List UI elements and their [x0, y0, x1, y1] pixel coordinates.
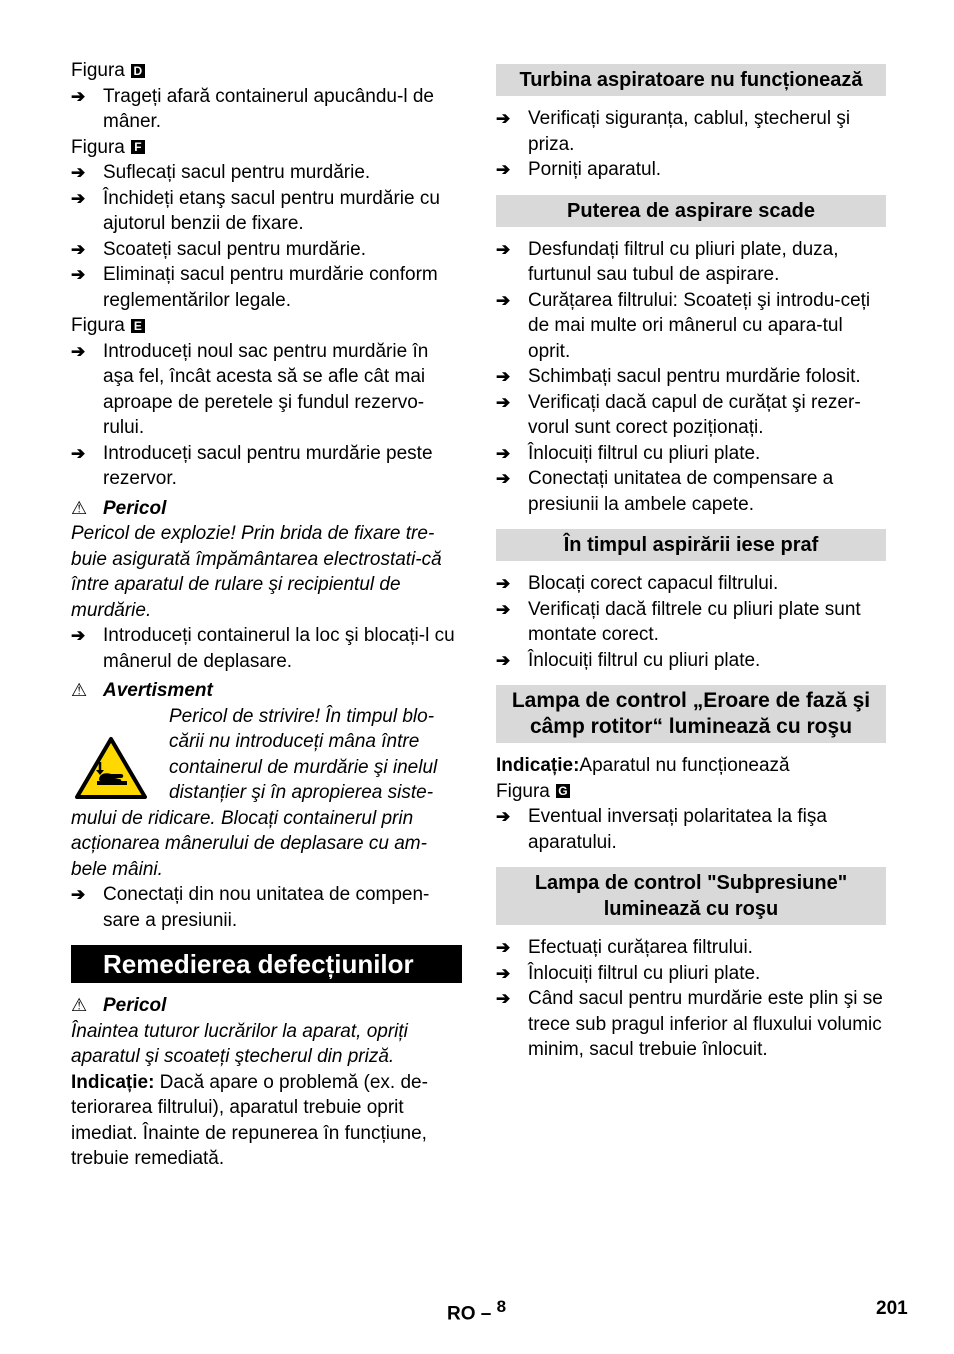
- arrow-icon: ➔: [71, 626, 86, 645]
- figure-ref-d: [71, 58, 462, 84]
- warning-block: [71, 704, 462, 883]
- step-text: Introduceți containerul la loc şi blocați-l cu mânerul de deplasare.: [103, 625, 455, 672]
- arrow-icon: ➔: [496, 650, 511, 670]
- arrow-icon: ➔: [496, 599, 511, 619]
- arrow-icon: ➔: [496, 290, 511, 310]
- step: [71, 84, 462, 135]
- step-text: Înlocuiți filtrul cu pliuri plate.: [528, 649, 761, 671]
- arrow-icon: ➔: [496, 469, 511, 488]
- arrow-icon: ➔: [71, 265, 86, 284]
- arrow-icon: ➔: [496, 807, 511, 826]
- warning-title: Avertisment: [103, 680, 213, 701]
- step-text: Introduceți noul sac pentru murdărie în aşa fel, încât acesta să se afle cât mai aproape de peretele şi fundul rezervo-rului.: [103, 340, 429, 438]
- heading-turbine: Turbina aspiratoare nu funcționează: [496, 64, 886, 96]
- note-text: Dacă apare o problemă (ex. de-teriorarea filtrului), aparatul trebuie oprit imediat. Înainte de repunerea în funcțiune, trebuie remediată.: [71, 1071, 428, 1169]
- warning-text-indented: Pericol de strivire! În timpul blo-cării nu introduceți mâna între containerul de murdărie şi inelul distanțier şi în apropierea siste-: [169, 705, 438, 803]
- danger-text: Pericol de explozie! Prin brida de fixare tre-buie asigurată împământarea electrostati-că între aparatul de rulare şi recipientul de murdărie.: [71, 523, 442, 621]
- arrow-icon: ➔: [496, 963, 511, 983]
- step-text: Desfundați filtrul cu pliuri plate, duza, furtunul sau tubul de aspirare.: [528, 238, 839, 285]
- figure-letter-e: E: [131, 319, 145, 333]
- step: [496, 986, 886, 1063]
- step-text: Înlocuiți filtrul cu pliuri plate.: [528, 442, 761, 464]
- danger-text: Înaintea tuturor lucrărilor la aparat, opriți aparatul şi scoateți ştecherul din priză.: [71, 1020, 408, 1067]
- footer-page-ref: [447, 1297, 506, 1325]
- arrow-icon: ➔: [71, 885, 86, 904]
- warning-triangle-icon: ⚠: [71, 497, 88, 518]
- note-paragraph: [496, 753, 886, 779]
- step: [496, 935, 886, 961]
- step: [496, 390, 886, 441]
- step: [496, 804, 886, 855]
- arrow-icon: ➔: [71, 86, 86, 106]
- arrow-icon: ➔: [496, 989, 511, 1008]
- step: [71, 441, 462, 492]
- arrow-icon: ➔: [71, 239, 86, 259]
- right-column: [496, 58, 886, 1063]
- footer-page-number: 201: [876, 1298, 908, 1319]
- warning-triangle-icon: ⚠: [71, 995, 88, 1015]
- step-text: Înlocuiți filtrul cu pliuri plate.: [528, 962, 761, 984]
- danger-heading: [71, 993, 462, 1019]
- left-column: [71, 58, 462, 1172]
- step-text: Suflecați sacul pentru murdărie.: [103, 162, 371, 183]
- step-text: Conectați unitatea de compensare a presiunii la ambele capete.: [528, 468, 834, 515]
- heading-underpressure-lamp: Lampa de control "Subpresiune" luminează cu roşu: [496, 867, 886, 925]
- note-label: Indicație:: [496, 755, 580, 776]
- note-text: Aparatul nu funcționează: [579, 755, 790, 776]
- danger-title: Pericol: [103, 995, 167, 1016]
- step-text: Schimbați sacul pentru murdărie folosit.: [528, 366, 861, 387]
- step: [71, 186, 462, 237]
- step: [71, 237, 462, 263]
- section-title: Remedierea defecțiunilor: [71, 945, 462, 983]
- step: [496, 157, 886, 183]
- step-text: Eliminați sacul pentru murdărie conform reglementărilor legale.: [103, 264, 438, 311]
- step: [496, 237, 886, 288]
- step-text: Trageți afară containerul apucându-l de mâner.: [103, 85, 434, 132]
- step: [71, 160, 462, 186]
- figure-letter-f: F: [131, 140, 145, 154]
- step-text: Închideți etanş sacul pentru murdărie cu ajutorul benzii de fixare.: [103, 187, 440, 234]
- arrow-icon: ➔: [496, 938, 511, 957]
- footer-dash: –: [480, 1303, 492, 1325]
- arrow-icon: ➔: [71, 163, 86, 182]
- arrow-icon: ➔: [496, 239, 511, 259]
- danger-heading: [71, 496, 462, 522]
- step: [496, 571, 886, 597]
- arrow-icon: ➔: [496, 367, 511, 386]
- arrow-icon: ➔: [71, 341, 86, 361]
- step: [496, 106, 886, 157]
- arrow-icon: ➔: [496, 160, 511, 179]
- step-text: Porniți aparatul.: [528, 159, 662, 180]
- step-text: Blocați corect capacul filtrului.: [528, 573, 779, 594]
- step-text: Verificați dacă filtrele cu pliuri plate sunt montate corect.: [528, 598, 861, 645]
- figure-ref-e: [71, 313, 462, 339]
- note-label: Indicație:: [71, 1071, 155, 1093]
- step: [496, 466, 886, 517]
- figure-ref-f: [71, 135, 462, 161]
- step-text: Eventual inversați polaritatea la fişa aparatului.: [528, 806, 827, 853]
- arrow-icon: ➔: [496, 392, 511, 412]
- step-text: Scoateți sacul pentru murdărie.: [103, 238, 366, 260]
- figure-letter-g: G: [556, 784, 570, 798]
- figure-ref-g: [496, 779, 886, 805]
- step-text: Verificați siguranța, cablul, ştecherul şi priza.: [528, 108, 851, 155]
- step: [496, 597, 886, 648]
- footer-lang: RO: [447, 1303, 476, 1325]
- step-text: Conectați din nou unitatea de compen-sare a presiunii.: [103, 884, 430, 931]
- hand-crush-warning-icon: [75, 736, 147, 800]
- warning-text: mului de ridicare. Blocați containerul prin acționarea mânerului de deplasare cu am-bele mâini.: [71, 807, 427, 880]
- step-text: Când sacul pentru murdărie este plin şi se trece sub pragul inferior al fluxului volumic minim, sacul trebuie înlocuit.: [528, 988, 883, 1060]
- danger-title: Pericol: [103, 497, 167, 519]
- arrow-icon: ➔: [496, 574, 511, 593]
- arrow-icon: ➔: [71, 188, 86, 208]
- step: [71, 262, 462, 313]
- step: [496, 364, 886, 390]
- figure-label: Figura: [71, 60, 125, 81]
- figure-label: Figura: [71, 315, 125, 336]
- heading-dust-escapes: În timpul aspirării iese praf: [496, 529, 886, 561]
- figure-letter-d: D: [131, 64, 145, 78]
- step: [496, 441, 886, 467]
- step: [71, 339, 462, 441]
- step-text: Efectuați curățarea filtrului.: [528, 937, 753, 958]
- step: [496, 288, 886, 365]
- warning-triangle-icon: ⚠: [71, 680, 88, 700]
- footer-local-page: 8: [496, 1297, 507, 1316]
- step: [71, 882, 462, 933]
- arrow-icon: ➔: [71, 443, 86, 463]
- figure-label: Figura: [71, 136, 125, 158]
- step: [496, 648, 886, 674]
- arrow-icon: ➔: [496, 443, 511, 463]
- note-paragraph: [71, 1070, 462, 1172]
- warning-heading: [71, 678, 462, 704]
- step-text: Introduceți sacul pentru murdărie peste rezervor.: [103, 442, 433, 489]
- step-text: Curățarea filtrului: Scoateți şi introdu-ceți de mai multe ori mânerul cu apara-tul oprit.: [528, 289, 871, 362]
- heading-suction-power: Puterea de aspirare scade: [496, 195, 886, 227]
- step: [71, 623, 462, 674]
- step: [496, 961, 886, 987]
- figure-label: Figura: [496, 780, 550, 802]
- arrow-icon: ➔: [496, 109, 511, 128]
- heading-phase-error-lamp: Lampa de control „Eroare de fază şi câmp rotitor“ luminează cu roşu: [496, 685, 886, 743]
- step-text: Verificați dacă capul de curățat şi rezer-vorul sunt corect poziționați.: [528, 391, 861, 438]
